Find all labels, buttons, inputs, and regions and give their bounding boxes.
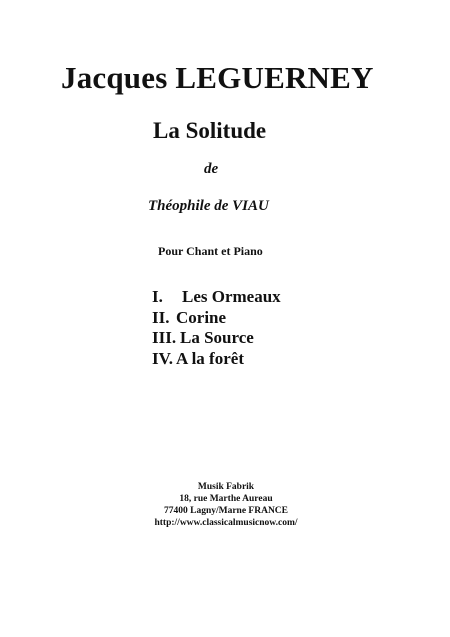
publisher-address-line2: 77400 Lagny/Marne FRANCE: [163, 506, 289, 516]
preposition-de: de: [204, 161, 219, 177]
movement-numeral: IV.: [152, 348, 173, 368]
poet-name: Théophile de VIAU: [148, 198, 269, 214]
movement-name: Les Ormeaux: [182, 287, 281, 306]
instrumentation: Pour Chant et Piano: [158, 244, 263, 258]
movement-numeral: III.: [152, 328, 177, 347]
movement-numeral: I.: [152, 287, 163, 306]
movement-numeral: II.: [152, 307, 170, 327]
publisher-url: http://www.classicalmusicnow.com/: [154, 518, 298, 528]
movement-item: [152, 287, 281, 308]
movement-name: Corine: [176, 307, 227, 327]
movement-item: [152, 308, 281, 329]
movement-list: [152, 287, 281, 369]
publisher-name: Musik Fabrik: [197, 482, 255, 492]
movement-item: [152, 349, 281, 370]
work-title: La Solitude: [153, 118, 267, 143]
movement-name: La Source: [180, 328, 254, 347]
composer-name: Jacques LEGUERNEY: [61, 60, 374, 95]
movement-name: A la forêt: [176, 348, 244, 368]
publisher-address-line1: 18, rue Marthe Aureau: [179, 494, 273, 504]
movement-item: [152, 328, 281, 349]
publisher-block: [0, 481, 450, 529]
